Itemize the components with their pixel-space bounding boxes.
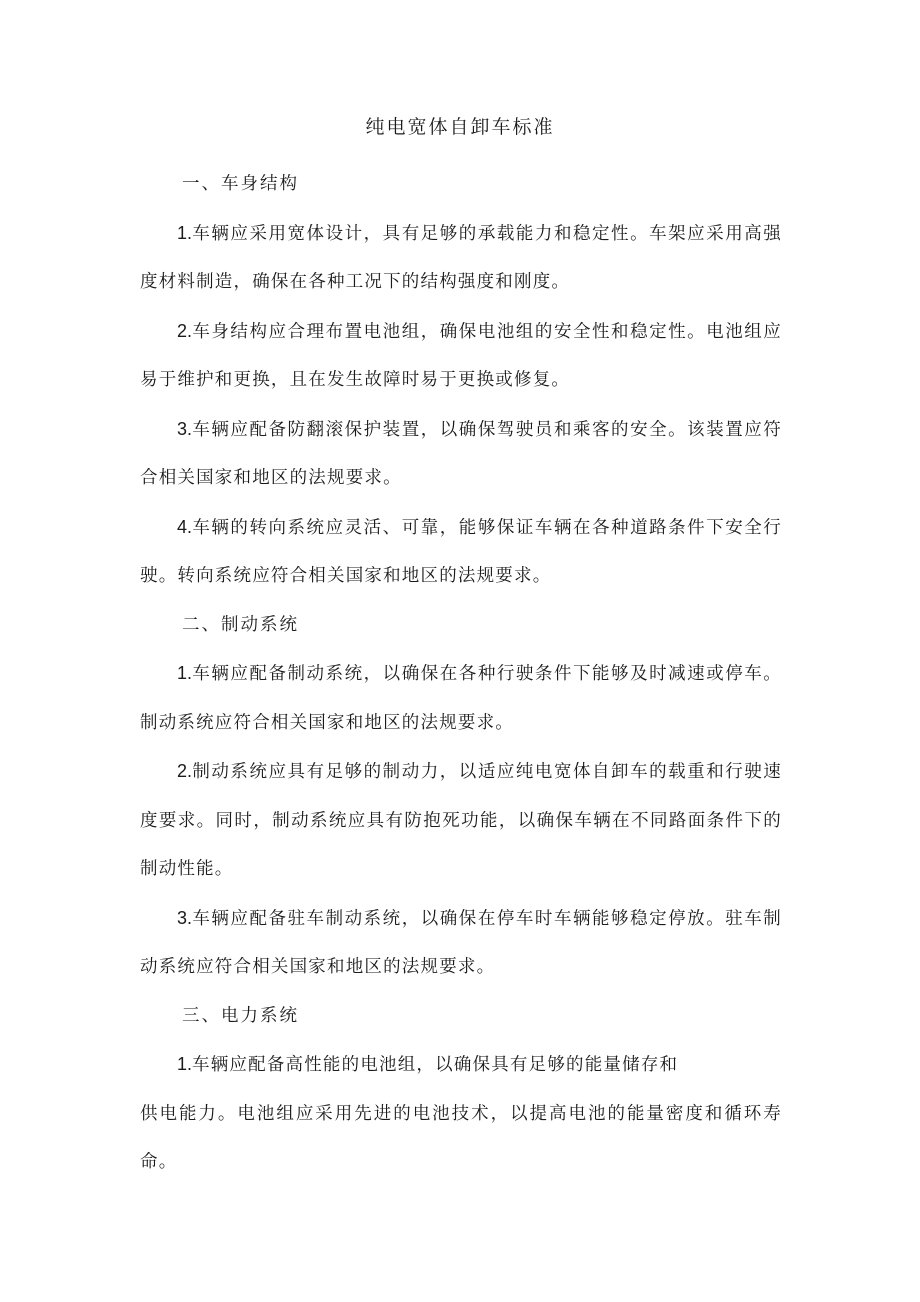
section-heading: 一、车身结构 bbox=[182, 174, 299, 194]
paragraph bbox=[140, 503, 782, 601]
paragraph-text: 车辆应配备驻车制动系统，以确保在停车时车辆能够稳定停放。驻车制动系统应符合相关国家和地区的法规要求。 bbox=[140, 908, 782, 977]
item-number: 4. bbox=[177, 516, 193, 537]
section-heading: 二、制动系统 bbox=[182, 614, 299, 635]
paragraph bbox=[140, 649, 782, 747]
item-number: 3. bbox=[177, 418, 193, 439]
document-body bbox=[140, 160, 782, 1187]
paragraph-text: 供电能力。电池组应采用先进的电池技术，以提高电池的能量密度和循环寿命。 bbox=[140, 1103, 782, 1172]
item-number: 2. bbox=[177, 761, 193, 781]
paragraph bbox=[140, 307, 782, 405]
paragraph bbox=[140, 209, 782, 307]
paragraph bbox=[140, 747, 782, 894]
item-number: 1. bbox=[177, 222, 193, 243]
paragraph-continuation bbox=[140, 1090, 782, 1187]
document-title: 纯电宽体自卸车标准 bbox=[365, 116, 555, 138]
paragraph-text: 车辆应采用宽体设计，具有足够的承载能力和稳定性。车架应采用高强度材料制造，确保在各种工况下的结构强度和刚度。 bbox=[140, 223, 782, 292]
item-number: 2. bbox=[177, 320, 193, 341]
paragraph-text: 车辆应配备高性能的电池组，以确保具有足够的能量储存和 bbox=[192, 1055, 679, 1075]
section-heading: 三、电力系统 bbox=[182, 1005, 299, 1026]
paragraph bbox=[140, 405, 782, 503]
item-number: 1. bbox=[177, 1054, 193, 1074]
paragraph-text: 制动系统应具有足够的制动力，以适应纯电宽体自卸车的载重和行驶速度要求。同时，制动系统应具有防抱死功能，以确保车辆在不同路面条件下的制动性能。 bbox=[140, 762, 782, 879]
paragraph-text: 车身结构应合理布置电池组，确保电池组的安全性和稳定性。电池组应易于维护和更换，且在发生故障时易于更换或修复。 bbox=[140, 321, 782, 390]
paragraph-text: 车辆的转向系统应灵活、可靠，能够保证车辆在各种道路条件下安全行驶。转向系统应符合相关国家和地区的法规要求。 bbox=[140, 517, 782, 586]
paragraph-text: 车辆应配备制动系统，以确保在各种行驶条件下能够及时减速或停车。制动系统应符合相关国家和地区的法规要求。 bbox=[140, 664, 782, 733]
item-number: 3. bbox=[177, 907, 193, 928]
paragraph-text: 车辆应配备防翻滚保护装置，以确保驾驶员和乘客的安全。该装置应符合相关国家和地区的法规要求。 bbox=[140, 419, 782, 488]
paragraph-first-line bbox=[140, 1040, 782, 1090]
paragraph bbox=[140, 894, 782, 992]
item-number: 1. bbox=[177, 663, 193, 683]
